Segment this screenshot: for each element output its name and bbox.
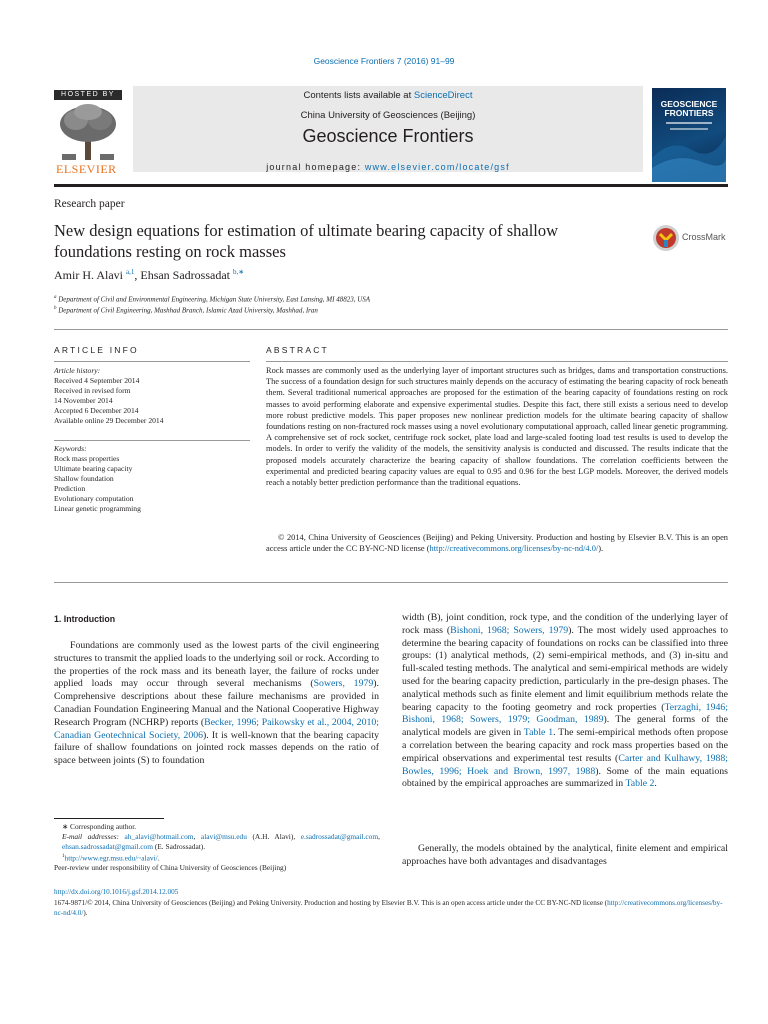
elsevier-logo[interactable] — [54, 90, 124, 174]
article-type: Research paper — [54, 198, 125, 210]
crossmark-badge[interactable] — [652, 224, 732, 254]
paragraph: width (B), joint condition, rock type, and the condition of the underlying layer of rock mass (Bishoni, 1968; Sowers, 1979). The most widely used approaches to determine the bearing capacity of foundations on rocks can be classified into three groups: (1) analytical methods, (2) semi-empirical methods, and (3) in-situ and full-scaled testing methods. The analytical and semi-empirical methods are widely used for the bearing capacity prediction, particularly in the pre-design phases. The analytical methods such as finite element and limit equilibrium methods relate the bearing capacity to the footing geometry and rock properties (Terzaghi, 1946; Bishoni, 1968; Sowers, 1979; Goodman, 1989). The general forms of the analytical models are given in Table 1. The semi-empirical methods often propose a correlation between the bearing capacity and rock mass properties based on the empirical observations and experimental test results (Carter and Kulhawy, 1988; Bowles, 1996; Hoek and Brown, 1997, 1988). Some of the main equations obtained by the empirical approaches are summarized in Table 2. — [402, 612, 729, 790]
contents-line: Contents lists available at ScienceDirect — [303, 90, 473, 101]
divider — [266, 361, 728, 362]
author-affiliation-link[interactable]: b,∗ — [233, 268, 245, 276]
author-name: Amir H. Alavi — [54, 268, 123, 282]
citation-link[interactable]: Terzaghi, 1946; Bishoni, 1968; Sowers, 1979; Goodman, 1989 — [402, 701, 728, 726]
license-note: 1674-9871/© 2014, China University of Geosciences (Beijing) and Peking University. Production and hosting by Elsevier B.V. This is an open access article under the CC BY-NC-ND license (http://creativecommons.org/licenses/by-nc-nd/4.0/). — [54, 898, 723, 917]
abstract-copyright: © 2014, China University of Geosciences (Beijing) and Peking University. Production and hosting by Elsevier B.V. This is an open access article under the CC BY-NC-ND license (http://creativecommons.org/licenses/by-nc-nd/4.0/). — [266, 533, 728, 554]
author-name: Ehsan Sadrossadat — [140, 268, 231, 282]
divider — [54, 329, 728, 330]
keyword: Evolutionary computation — [54, 494, 134, 503]
table-link[interactable]: Table 1 — [523, 727, 554, 739]
journal-header — [54, 86, 728, 184]
history-item: Available online 29 December 2014 — [54, 416, 164, 425]
table-link[interactable]: Table 2 — [625, 778, 655, 790]
abstract-heading: ABSTRACT — [266, 345, 329, 355]
email-link[interactable]: ah_alavi@hotmail.com — [124, 832, 194, 841]
divider — [54, 361, 250, 362]
article-history — [54, 366, 250, 426]
journal-reference[interactable]: Geoscience Frontiers 7 (2016) 91–99 — [313, 56, 455, 66]
email-note: E-mail addresses: ah_alavi@hotmail.com, alavi@msu.edu (A.H. Alavi), e.sadrossadat@gmail.com, ehsan.sadrossadat@gmail.com (E. Sadrossadat). — [62, 832, 380, 851]
corresponding-author-note: ∗ Corresponding author. — [62, 822, 137, 831]
homepage-note: $^1$http://www.egr.msu.edu/~alavi/. — [62, 853, 160, 863]
author-list: Amir H. Alavi $^{a,1}$, Ehsan Sadrossadat $^{b,∗}$ — [54, 268, 245, 282]
header-divider — [54, 184, 728, 187]
body-column-right-continued — [402, 843, 728, 869]
author-homepage-link[interactable]: http://www.egr.msu.edu/~alavi/ — [64, 853, 158, 863]
journal-homepage: journal homepage: www.elsevier.com/locate/gsf — [266, 162, 510, 172]
crossmark-label: CrossMark — [682, 232, 726, 242]
keywords-label: Keywords: — [54, 444, 87, 453]
cover-title: GEOSCIENCE FRONTIERS — [660, 99, 718, 118]
body-column-left — [54, 640, 379, 768]
affiliation: $^a$ Department of Civil and Environmental Engineering, Michigan State University, East Lansing, MI 48823, USA — [54, 295, 371, 304]
keyword: Prediction — [54, 484, 86, 493]
citation-link[interactable]: Sowers, 1979 — [313, 678, 374, 690]
journal-name: Geoscience Frontiers — [302, 126, 474, 146]
keyword: Ultimate bearing capacity — [54, 464, 133, 473]
doi-block — [54, 887, 728, 919]
paragraph: Foundations are commonly used as the lowest parts of the civil engineering structures to transmit the applied loads to the underlying soil or rock. According to the properties of the rock mass and its beneath layer, the failure of rocks under applied loads may occur through several mechanisms (Sowers, 1979). Comprehensive descriptions about these failure mechanisms are provided in Canadian Foundation Engineering Manual and the National Cooperative Highway Research Program (NCHRP) reports (Becker, 1996; Paikowsky et al., 2004, 2010; Canadian Geotechnical Society, 2006). It is well-known that the bearing capacity failure of shallow foundations on jointed rock masses depends on the ratio of space between joints (S) to foundation — [54, 640, 379, 767]
citation-link[interactable]: Carter and Kulhawy, 1988; Bowles, 1996; Hoek and Brown, 1997, 1988 — [402, 752, 729, 777]
email-link[interactable]: alavi@msu.edu — [200, 832, 247, 841]
divider — [54, 440, 250, 441]
cover-art-icon — [652, 88, 726, 182]
keyword: Rock mass properties — [54, 454, 120, 463]
journal-cover-image[interactable] — [652, 88, 726, 182]
hosted-by-label: HOSTED BY — [54, 90, 122, 100]
history-label: Article history: — [54, 366, 101, 375]
sciencedirect-link[interactable]: ScienceDirect — [413, 90, 473, 101]
citation-link[interactable]: Becker, 1996; Paikowsky et al., 2004, 2010; Canadian Geotechnical Society, 2006 — [54, 716, 379, 741]
history-item: Received 4 September 2014 — [54, 376, 140, 385]
license-link[interactable]: http://creativecommons.org/licenses/by-nc-nd/4.0/ — [54, 898, 723, 917]
article-info-heading: ARTICLE INFO — [54, 345, 139, 355]
crossmark-icon — [652, 224, 680, 252]
elsevier-wordmark: ELSEVIER — [56, 162, 117, 176]
section-heading: 1. Introduction — [54, 614, 116, 624]
email-link[interactable]: ehsan.sadrossadat@gmail.com — [62, 842, 153, 851]
publisher-name: China University of Geosciences (Beijing) — [300, 110, 476, 121]
keywords — [54, 444, 250, 514]
keyword: Linear genetic programming — [54, 504, 141, 513]
paragraph: Generally, the models obtained by the analytical, finite element and empirical approaches have both advantages and disadvantages — [402, 843, 728, 867]
affiliation: $^b$ Department of Civil Engineering, Mashhad Branch, Islamic Azad University, Mashhad, Iran — [54, 306, 318, 315]
footnote-divider — [54, 818, 164, 819]
paper-title: New design equations for estimation of ultimate bearing capacity of shallow foundations resting on rock masses — [54, 221, 559, 261]
abstract-body: Rock masses are commonly used as the underlying layer of important structures such as bridges, dams and transportation constructions. The success of a foundation design for such structures mainly depends on the accuracy of estimating the bearing capacity of rock beneath them. Several traditional numerical approaches are proposed for the estimation of the bearing capacity of foundations resting on rock masses to avoid performing elaborate and expensive experimental studies. Despite this fact, there still exists a serious need to develop more robust predictive models. This paper proposes new nonlinear prediction models for the ultimate bearing capacity of shallow foundations resting on non-fractured rock masses using a novel evolutionary computational approach, called linear genetic programming. A comprehensive set of rock socket, centrifuge rock socket, plate load and large-scaled footing load test results is used to develop the models. In order to verify the validity of the models, the sensitivity analysis is conducted and discussed. The results indicate that the proposed models accurately characterize the bearing capacity of shallow foundations. The correlation coefficients between the experimental and predicted bearing capacity values are equal to 0.95 and 0.96 for the best LGP models. Moreover, the derived models reach a notably better prediction performance than the traditional equations. — [266, 366, 728, 488]
peer-review-note: Peer-review under responsibility of China University of Geosciences (Beijing) — [54, 863, 287, 873]
email-link[interactable]: e.sadrossadat@gmail.com — [300, 832, 379, 841]
author-affiliation-link[interactable]: a,1 — [126, 268, 135, 276]
footnotes — [54, 822, 380, 873]
history-item: 14 November 2014 — [54, 396, 113, 405]
doi-link[interactable]: http://dx.doi.org/10.1016/j.gsf.2014.12.005 — [54, 888, 179, 896]
body-column-right — [402, 612, 728, 791]
history-item: Accepted 6 December 2014 — [54, 406, 139, 415]
keyword: Shallow foundation — [54, 474, 114, 483]
license-link[interactable]: http://creativecommons.org/licenses/by-nc-nd/4.0/ — [429, 544, 599, 554]
history-item: Received in revised form — [54, 386, 131, 395]
homepage-link[interactable]: www.elsevier.com/locate/gsf — [364, 162, 510, 172]
divider — [54, 582, 728, 583]
citation-link[interactable]: Bishoni, 1968; Sowers, 1979 — [450, 624, 569, 636]
elsevier-tree-icon — [54, 102, 122, 162]
journal-info-box — [133, 86, 643, 172]
